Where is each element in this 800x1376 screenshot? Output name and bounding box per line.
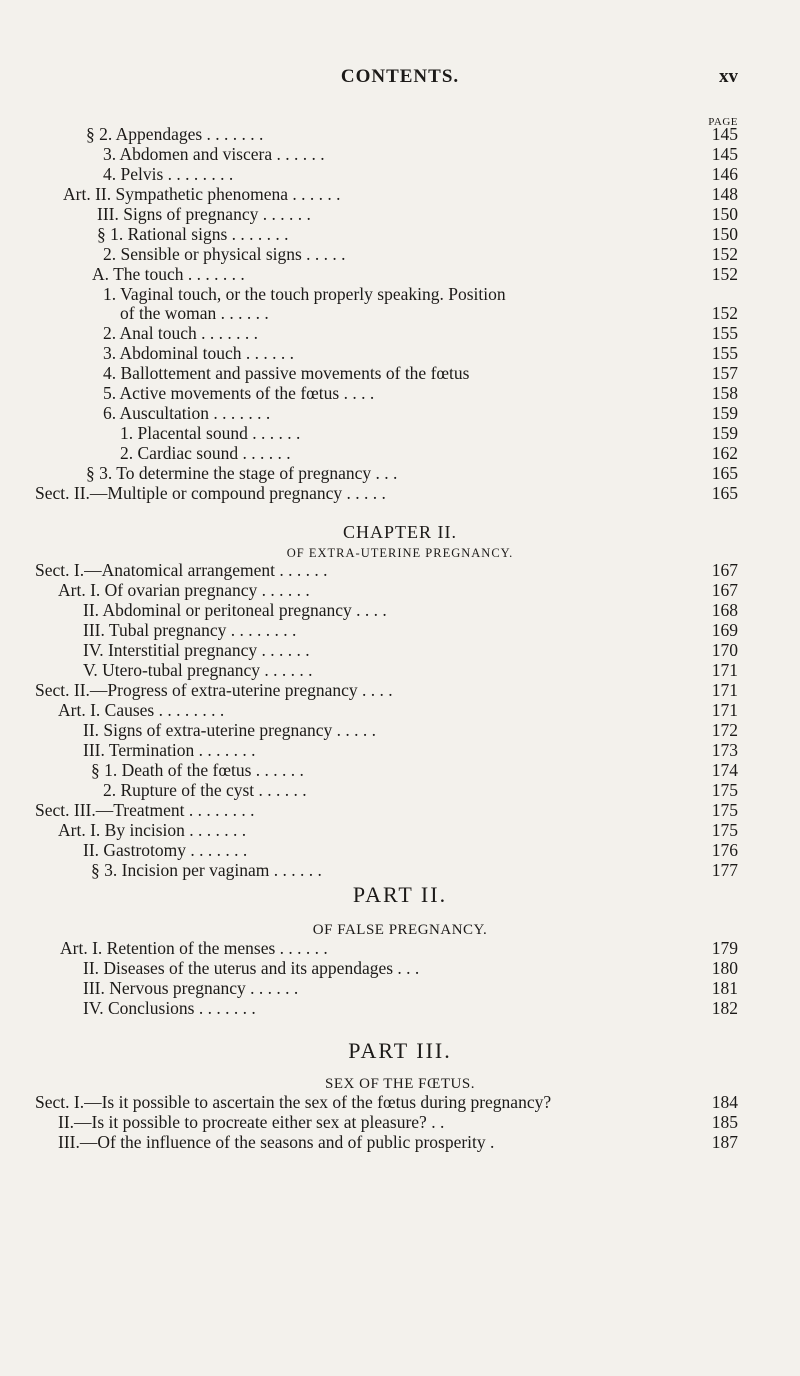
toc-entry-title: 2. Cardiac sound . . . . . . [120, 443, 291, 463]
toc-entry-title: § 1. Death of the fœtus . . . . . . [91, 760, 304, 780]
toc-entry-page: 171 [711, 680, 738, 700]
toc-entry [0, 700, 800, 720]
toc-entry-page: 159 [711, 423, 738, 443]
toc-entry-page: 145 [711, 124, 738, 144]
toc-entry [0, 600, 800, 620]
toc-entry-title: 2. Anal touch . . . . . . . [103, 323, 259, 343]
toc-entry-title: III. Tubal pregnancy . . . . . . . . [83, 620, 297, 640]
toc-entry-page: 165 [711, 483, 738, 503]
toc-entry [0, 443, 800, 463]
toc-entry-page: 172 [711, 720, 738, 740]
toc-entry-page: 176 [711, 840, 738, 860]
toc-entry-page: 155 [711, 343, 738, 363]
toc-entry [0, 184, 800, 204]
toc-entry [0, 363, 800, 383]
toc-entry [0, 244, 800, 264]
toc-entry-title: Sect. I.—Anatomical arrangement . . . . . . [35, 560, 328, 580]
toc-entry [0, 640, 800, 660]
toc-entry-page: 162 [711, 443, 738, 463]
toc-entry [0, 998, 800, 1018]
toc-entry-page: 175 [711, 800, 738, 820]
toc-entry-page: 174 [711, 760, 738, 780]
toc-entry-title: V. Utero-tubal pregnancy . . . . . . [83, 660, 313, 680]
section-subheading: OF FALSE PREGNANCY. [312, 922, 488, 938]
toc-entry [0, 978, 800, 998]
toc-entry-title: II.—Is it possible to procreate either sex at pleasure? . . [58, 1112, 445, 1132]
toc-entry [0, 740, 800, 760]
page-column-label: PAGE [708, 116, 738, 128]
toc-entry [0, 820, 800, 840]
toc-entry [0, 463, 800, 483]
toc-entry [0, 620, 800, 640]
toc-entry-page: 145 [711, 144, 738, 164]
toc-entry-page: 167 [711, 560, 738, 580]
toc-entry-page: 170 [711, 640, 738, 660]
toc-entry-title: III. Signs of pregnancy . . . . . . [97, 204, 311, 224]
toc-entry-page: 159 [711, 403, 738, 423]
toc-entry-page: 171 [711, 700, 738, 720]
toc-entry-title: 3. Abdominal touch . . . . . . [103, 343, 295, 363]
toc-entry-title: Art. I. Of ovarian pregnancy . . . . . . [58, 580, 310, 600]
toc-entry-page: 152 [711, 303, 738, 323]
running-head-title: CONTENTS. [340, 66, 460, 87]
toc-entry-title: III. Termination . . . . . . . [83, 740, 256, 760]
toc-entry-title: § 3. Incision per vaginam . . . . . . [91, 860, 322, 880]
toc-entry-page: 181 [711, 978, 738, 998]
toc-entry-title: 1. Vaginal touch, or the touch properly speaking. Position [103, 284, 506, 304]
toc-entry-title: § 1. Rational signs . . . . . . . [97, 224, 289, 244]
running-head [0, 66, 800, 90]
toc-entry-page: 167 [711, 580, 738, 600]
toc-entry-page: 184 [711, 1092, 738, 1112]
toc-entry [0, 264, 800, 284]
toc-entry-page: 179 [711, 938, 738, 958]
toc-entry [0, 1092, 800, 1112]
toc-entry [0, 343, 800, 363]
toc-entry-title: Art. II. Sympathetic phenomena . . . . . . [63, 184, 341, 204]
toc-entry [0, 284, 800, 304]
toc-entry [0, 800, 800, 820]
toc-entry-page: 152 [711, 264, 738, 284]
toc-entry-title: II. Gastrotomy . . . . . . . [83, 840, 248, 860]
chapter-heading: CHAPTER II. [343, 522, 457, 542]
toc-entry-title: 2. Rupture of the cyst . . . . . . [103, 780, 307, 800]
toc-entry [0, 423, 800, 443]
toc-entry [0, 958, 800, 978]
toc-entry-page: 150 [711, 204, 738, 224]
toc-entry-title: IV. Interstitial pregnancy . . . . . . [83, 640, 310, 660]
toc-entry-page: 187 [711, 1132, 738, 1152]
toc-entry-title: 3. Abdomen and viscera . . . . . . [103, 144, 325, 164]
toc-entry-page: 148 [711, 184, 738, 204]
toc-entry-title: Sect. II.—Progress of extra-uterine pregnancy . . . . [35, 680, 393, 700]
toc-entry-title: Sect. II.—Multiple or compound pregnancy . . . . . [35, 483, 386, 503]
toc-entry-title: IV. Conclusions . . . . . . . [83, 998, 256, 1018]
toc-entry-title: A. The touch . . . . . . . [92, 264, 245, 284]
toc-entry [0, 760, 800, 780]
toc-entry-page: 168 [711, 600, 738, 620]
toc-entry [0, 403, 800, 423]
toc-entry-title: § 3. To determine the stage of pregnancy . . . [86, 463, 398, 483]
toc-entry-page: 155 [711, 323, 738, 343]
toc-entry-title: II. Diseases of the uterus and its appendages . . . [83, 958, 420, 978]
toc-entry-page: 165 [711, 463, 738, 483]
toc-entry-page: 171 [711, 660, 738, 680]
section-subheading: OF EXTRA-UTERINE PREGNANCY. [286, 546, 514, 560]
toc-entry-title: III.—Of the influence of the seasons and of public prosperity . [58, 1132, 495, 1152]
toc-entry-page: 152 [711, 244, 738, 264]
toc-entry [0, 303, 800, 323]
toc-entry [0, 580, 800, 600]
toc-entry-title: 6. Auscultation . . . . . . . [103, 403, 271, 423]
toc-entry [0, 124, 800, 144]
section-subheading: SEX OF THE FŒTUS. [325, 1076, 475, 1092]
toc-entry-title: Sect. III.—Treatment . . . . . . . . [35, 800, 255, 820]
toc-entry-title: 1. Placental sound . . . . . . [120, 423, 301, 443]
toc-entry-title: 2. Sensible or physical signs . . . . . [103, 244, 346, 264]
toc-entry-page: 185 [711, 1112, 738, 1132]
toc-entry [0, 680, 800, 700]
toc-entry-page: 175 [711, 780, 738, 800]
toc-entry-title: 4. Pelvis . . . . . . . . [103, 164, 234, 184]
toc-entry [0, 938, 800, 958]
toc-entry-page: 157 [711, 363, 738, 383]
toc-entry [0, 164, 800, 184]
toc-entry-title: 5. Active movements of the fœtus . . . . [103, 383, 375, 403]
toc-entry [0, 560, 800, 580]
toc-entry-page: 175 [711, 820, 738, 840]
toc-entry [0, 204, 800, 224]
toc-entry-page: 182 [711, 998, 738, 1018]
toc-entry [0, 840, 800, 860]
toc-entry-title: Art. I. By incision . . . . . . . [58, 820, 247, 840]
toc-entry-title: II. Signs of extra-uterine pregnancy . . . . . [83, 720, 377, 740]
toc-entry [0, 224, 800, 244]
toc-entry-title: Art. I. Causes . . . . . . . . [58, 700, 225, 720]
toc-entry-page: 146 [711, 164, 738, 184]
toc-entry [0, 780, 800, 800]
toc-entry-title: Art. I. Retention of the menses . . . . . . [60, 938, 328, 958]
toc-entry-title: 4. Ballottement and passive movements of the fœtus [103, 363, 470, 383]
toc-entry-title: Sect. I.—Is it possible to ascertain the sex of the fœtus during pregnancy? [35, 1092, 552, 1112]
toc-entry-title: II. Abdominal or peritoneal pregnancy . . . . [83, 600, 387, 620]
toc-entry-title: III. Nervous pregnancy . . . . . . [83, 978, 299, 998]
page-folio: xv [719, 66, 738, 87]
toc-entry [0, 1132, 800, 1152]
toc-entry [0, 323, 800, 343]
toc-entry-page: 169 [711, 620, 738, 640]
toc-entry-page: 173 [711, 740, 738, 760]
toc-entry [0, 483, 800, 503]
part-heading: PART II. [352, 882, 448, 907]
part-heading: PART III. [348, 1038, 452, 1063]
toc-entry-page: 150 [711, 224, 738, 244]
toc-entry-title: § 2. Appendages . . . . . . . [86, 124, 264, 144]
toc-entry [0, 144, 800, 164]
toc-entry-page: 177 [711, 860, 738, 880]
toc-entry [0, 1112, 800, 1132]
toc-entry [0, 383, 800, 403]
toc-entry [0, 720, 800, 740]
toc-entry-page: 180 [711, 958, 738, 978]
toc-entry [0, 860, 800, 880]
toc-entry-title: of the woman . . . . . . [120, 303, 269, 323]
toc-entry-page: 158 [711, 383, 738, 403]
toc-entry [0, 660, 800, 680]
